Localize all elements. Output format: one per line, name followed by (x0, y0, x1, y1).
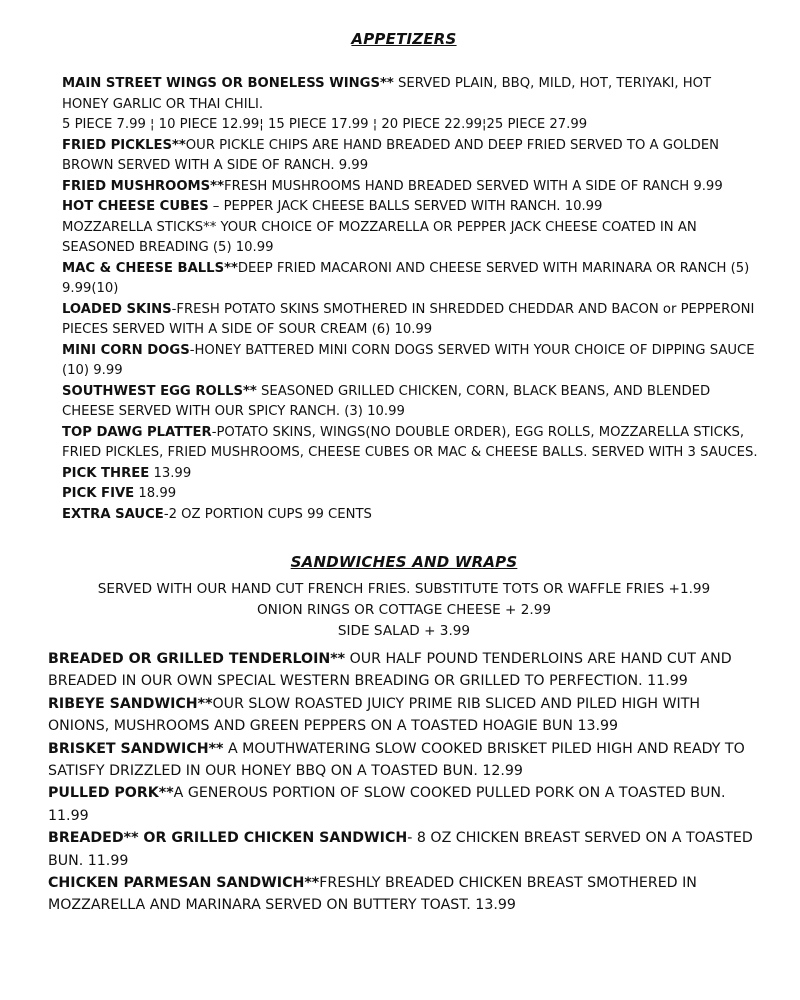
menu-item-southwest-egg-rolls (62, 382, 758, 423)
menu-item-brisket-sandwich (48, 738, 758, 783)
item-description: FRESH MUSHROOMS HAND BREADED SERVED WITH A SIDE OF RANCH 9.99 (223, 178, 723, 194)
item-name: SOUTHWEST EGG ROLLS** (62, 383, 257, 399)
item-name: LOADED SKINS (62, 301, 172, 317)
item-description: -POTATO SKINS, WINGS(NO DOUBLE ORDER), EGG ROLLS, MOZZARELLA STICKS, FRIED PICKLES, FRIED MUSHROOMS, CHEESE CUBES OR MAC & CHEESE BALLS. SERVED WITH 3 SAUCES. (62, 424, 758, 460)
item-description: SERVED PLAIN, BBQ, MILD, HOT, TERIYAKI, HOT HONEY GARLIC OR THAI CHILI. (62, 76, 712, 112)
item-description: - 8 OZ CHICKEN BREAST SERVED ON A TOASTED BUN. 11.99 (48, 830, 753, 869)
item-name: FRIED PICKLES** (62, 137, 186, 153)
appetizers-heading: APPETIZERS (351, 30, 457, 48)
menu-item-hot-cheese-cubes (62, 197, 758, 218)
item-name: PICK THREE (62, 465, 150, 481)
menu-item-pulled-pork (48, 782, 758, 827)
menu-item-fried-pickles (62, 136, 758, 177)
sandwiches-section (50, 553, 758, 917)
menu-item-pick-three (62, 464, 758, 485)
item-description: 5 PIECE 7.99 ¦ 10 PIECE 12.99¦ 15 PIECE 17.99 ¦ 20 PIECE 22.99¦25 PIECE 27.99 (62, 117, 588, 132)
appetizers-section (50, 30, 758, 525)
item-description: MOZZARELLA STICKS** YOUR CHOICE OF MOZZARELLA OR PEPPER JACK CHEESE COATED IN AN SEASONED BREADING (5) 10.99 (62, 219, 697, 255)
sides-note-line-1: SERVED WITH OUR HAND CUT FRENCH FRIES. SUBSTITUTE TOTS OR WAFFLE FRIES +1.99 (97, 581, 711, 597)
item-description: 13.99 (149, 465, 192, 481)
item-name: PULLED PORK** (48, 785, 174, 802)
menu-item-mozzarella-sticks (62, 218, 758, 259)
item-description: OUR HALF POUND TENDERLOINS ARE HAND CUT AND BREADED IN OUR OWN SPECIAL WESTERN BREADING OR GRILLED TO PERFECTION. 11.99 (48, 651, 732, 690)
item-name: MAIN STREET WINGS OR BONELESS WINGS** (62, 76, 394, 91)
item-description: DEEP FRIED MACARONI AND CHEESE SERVED WITH MARINARA OR RANCH (5) 9.99(10) (62, 260, 750, 296)
item-name: PICK FIVE (62, 486, 135, 501)
menu-item-wings (62, 74, 758, 115)
item-description: -HONEY BATTERED MINI CORN DOGS SERVED WITH YOUR CHOICE OF DIPPING SAUCE (10) 9.99 (62, 342, 755, 378)
item-name: BRISKET SANDWICH** (48, 740, 224, 757)
sides-note-line-3: SIDE SALAD + 3.99 (337, 623, 471, 639)
item-description: -2 OZ PORTION CUPS 99 CENTS (163, 506, 372, 522)
menu-item-tenderloin (48, 648, 758, 693)
sandwiches-heading: SANDWICHES AND WRAPS (290, 553, 518, 571)
menu-item-mac-cheese-balls (62, 259, 758, 300)
menu-item-chicken-sandwich (48, 827, 758, 872)
menu-item-chicken-parmesan-sandwich (48, 872, 758, 917)
item-name: MINI CORN DOGS (62, 342, 190, 358)
item-description: 18.99 (134, 486, 177, 501)
item-name: FRIED MUSHROOMS** (62, 178, 224, 194)
item-name: HOT CHEESE CUBES (62, 199, 209, 214)
item-description: – PEPPER JACK CHEESE BALLS SERVED WITH RANCH. 10.99 (208, 199, 603, 214)
item-name: BREADED** OR GRILLED CHICKEN SANDWICH (48, 830, 408, 847)
menu-item-loaded-skins (62, 300, 758, 341)
menu-item-top-dawg-platter (62, 423, 758, 464)
menu-item-wings-prices (62, 115, 758, 136)
item-description: -FRESH POTATO SKINS SMOTHERED IN SHREDDED CHEDDAR AND BACON or PEPPERONI PIECES SERVED WITH A SIDE OF SOUR CREAM (6) 10.99 (62, 301, 755, 337)
item-description: OUR SLOW ROASTED JUICY PRIME RIB SLICED AND PILED HIGH WITH ONIONS, MUSHROOMS AND GREEN PEPPERS ON A TOASTED HOAGIE BUN 13.99 (48, 695, 701, 735)
item-name: TOP DAWG PLATTER (62, 424, 212, 440)
item-description: FRESHLY BREADED CHICKEN BREAST SMOTHERED IN MOZZARELLA AND MARINARA SERVED ON BUTTERY TOAST. 13.99 (48, 875, 697, 914)
sides-note-line-2: ONION RINGS OR COTTAGE CHEESE + 2.99 (256, 602, 552, 618)
item-description: A MOUTHWATERING SLOW COOKED BRISKET PILED HIGH AND READY TO SATISFY DRIZZLED IN OUR HONEY BBQ ON A TOASTED BUN. 12.99 (48, 740, 745, 780)
menu-item-pick-five (62, 484, 758, 505)
item-description: OUR PICKLE CHIPS ARE HAND BREADED AND DEEP FRIED SERVED TO A GOLDEN BROWN SERVED WITH A SIDE OF RANCH. 9.99 (62, 137, 720, 173)
section-gap (50, 525, 758, 553)
menu-item-extra-sauce (62, 505, 758, 526)
item-name: BREADED OR GRILLED TENDERLOIN** (48, 651, 346, 667)
item-name: MAC & CHEESE BALLS** (62, 260, 238, 276)
item-name: EXTRA SAUCE (62, 506, 164, 522)
menu-item-mini-corn-dogs (62, 341, 758, 382)
item-description: A GENEROUS PORTION OF SLOW COOKED PULLED PORK ON A TOASTED BUN. 11.99 (48, 785, 726, 824)
appetizers-list (62, 74, 758, 525)
item-description: SEASONED GRILLED CHICKEN, CORN, BLACK BEANS, AND BLENDED CHEESE SERVED WITH OUR SPICY RANCH. (3) 10.99 (62, 383, 711, 419)
menu-item-ribeye-sandwich (48, 693, 758, 738)
menu-item-fried-mushrooms (62, 177, 758, 198)
item-name: RIBEYE SANDWICH** (48, 695, 213, 712)
item-name: CHICKEN PARMESAN SANDWICH** (48, 875, 320, 892)
sandwiches-list (48, 648, 758, 917)
